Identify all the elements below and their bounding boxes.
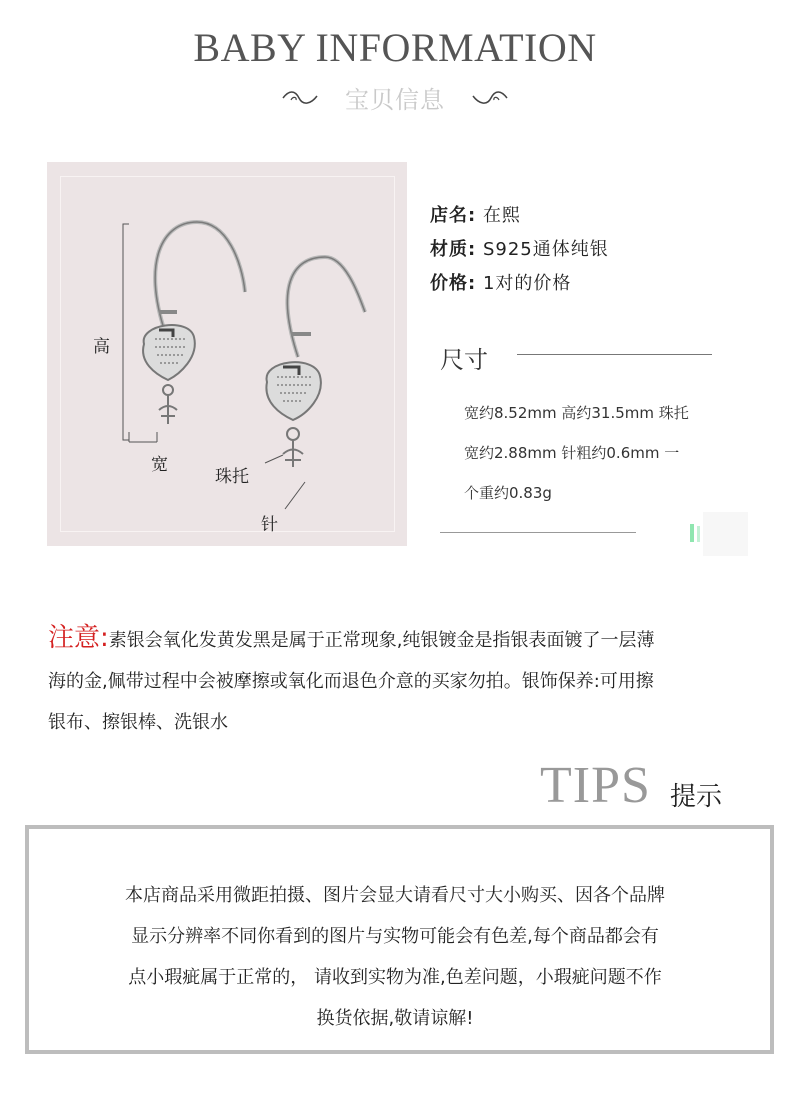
material-value: S925通体纯银 bbox=[482, 239, 609, 260]
page-subtitle: 宝贝信息 bbox=[345, 86, 445, 114]
earring-left bbox=[143, 222, 245, 424]
store-value: 在熙 bbox=[482, 205, 521, 226]
size-line-3: 个重约0.83g bbox=[464, 484, 552, 502]
page-title: BABY INFORMATION bbox=[193, 25, 597, 70]
size-heading: 尺寸 bbox=[440, 346, 488, 374]
height-label: 高 bbox=[93, 337, 110, 357]
note-line-3: 银布、擦银棒、洗银水 bbox=[48, 712, 228, 733]
note-line-1: 素银会氧化发黄发黑是属于正常现象,纯银镀金是指银表面镀了一层薄 bbox=[108, 630, 655, 651]
store-label: 店名: bbox=[430, 205, 477, 226]
decor-bar bbox=[690, 524, 694, 542]
price-row bbox=[430, 269, 571, 295]
tips-line-2: 显示分辨率不同你看到的图片与实物可能会有色差,每个商品都会有 bbox=[131, 926, 659, 947]
size-details bbox=[464, 393, 734, 513]
earring-right bbox=[265, 257, 365, 509]
page-subtitle-row bbox=[0, 80, 790, 115]
left-ornament-icon bbox=[281, 90, 319, 106]
price-label: 价格: bbox=[430, 273, 477, 294]
note-line-2: 海的金,佩带过程中会被摩擦或氧化而退色介意的买家勿拍。银饰保养:可用擦 bbox=[48, 671, 654, 692]
note-label: 注意: bbox=[48, 623, 109, 653]
size-line-2: 宽约2.88mm 针粗约0.6mm 一 bbox=[464, 444, 680, 462]
tips-line-3: 点小瑕疵属于正常的， 请收到实物为准,色差问题，小瑕疵问题不作 bbox=[128, 967, 662, 988]
width-label: 宽 bbox=[151, 455, 168, 475]
material-label: 材质: bbox=[430, 239, 477, 260]
product-photo bbox=[47, 162, 407, 546]
store-row bbox=[430, 201, 521, 227]
right-ornament-icon bbox=[471, 90, 509, 106]
material-row bbox=[430, 235, 609, 261]
tips-line-4: 换货依据,敬请谅解! bbox=[316, 1008, 474, 1029]
size-divider bbox=[517, 354, 712, 355]
tips-title-cn: 提示 bbox=[670, 782, 723, 812]
tips-title: TIPS bbox=[540, 757, 651, 814]
tips-line-1: 本店商品采用微距拍摄、图片会显大请看尺寸大小购买、因各个品牌 bbox=[125, 885, 665, 906]
decor-block bbox=[703, 512, 748, 556]
tips-text bbox=[40, 875, 750, 1039]
pin-label: 针 bbox=[261, 515, 278, 535]
info-bottom-divider bbox=[440, 532, 636, 533]
care-note bbox=[48, 618, 768, 743]
price-value: 1对的价格 bbox=[482, 273, 572, 294]
decor-bar bbox=[697, 526, 700, 542]
size-line-1: 宽约8.52mm 高约31.5mm 珠托 bbox=[464, 404, 689, 422]
setting-label: 珠托 bbox=[215, 467, 249, 487]
